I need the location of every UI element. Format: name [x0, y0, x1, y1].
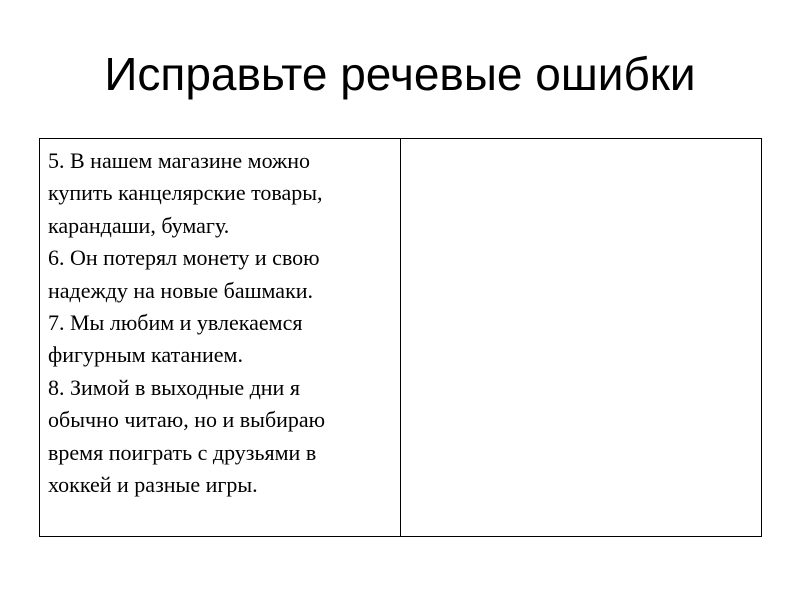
sentence-line: хоккей и разные игры. [48, 472, 258, 498]
sentence-line: 8. Зимой в выходные дни я [48, 374, 300, 400]
slide-title: Исправьте речевые ошибки [104, 48, 696, 100]
sentence-item-6 [48, 242, 392, 307]
sentence-line: обычно читаю, но и выбираю [48, 407, 326, 433]
sentence-line: 6. Он потерял монету и свою [48, 245, 320, 271]
sentence-line: фигурным катанием. [48, 342, 243, 368]
sentence-line: надежду на новые башмаки. [48, 277, 314, 303]
sentence-line: 7. Мы любим и увлекаемся [48, 310, 303, 336]
sentence-line: 5. В нашем магазине можно [48, 148, 311, 173]
sentence-line: карандаши, бумагу. [48, 212, 230, 238]
sentence-list [40, 139, 400, 501]
sentence-line: время поиграть с друзьями в [48, 439, 317, 465]
sentence-item-7 [48, 307, 392, 372]
exercise-table [39, 138, 762, 537]
sentence-item-8 [48, 372, 392, 502]
table-row [40, 139, 762, 537]
answers-cell [401, 139, 762, 537]
sentence-line: купить канцелярские товары, [48, 180, 323, 206]
sentence-item-5 [48, 145, 392, 242]
sentences-cell [40, 139, 401, 537]
